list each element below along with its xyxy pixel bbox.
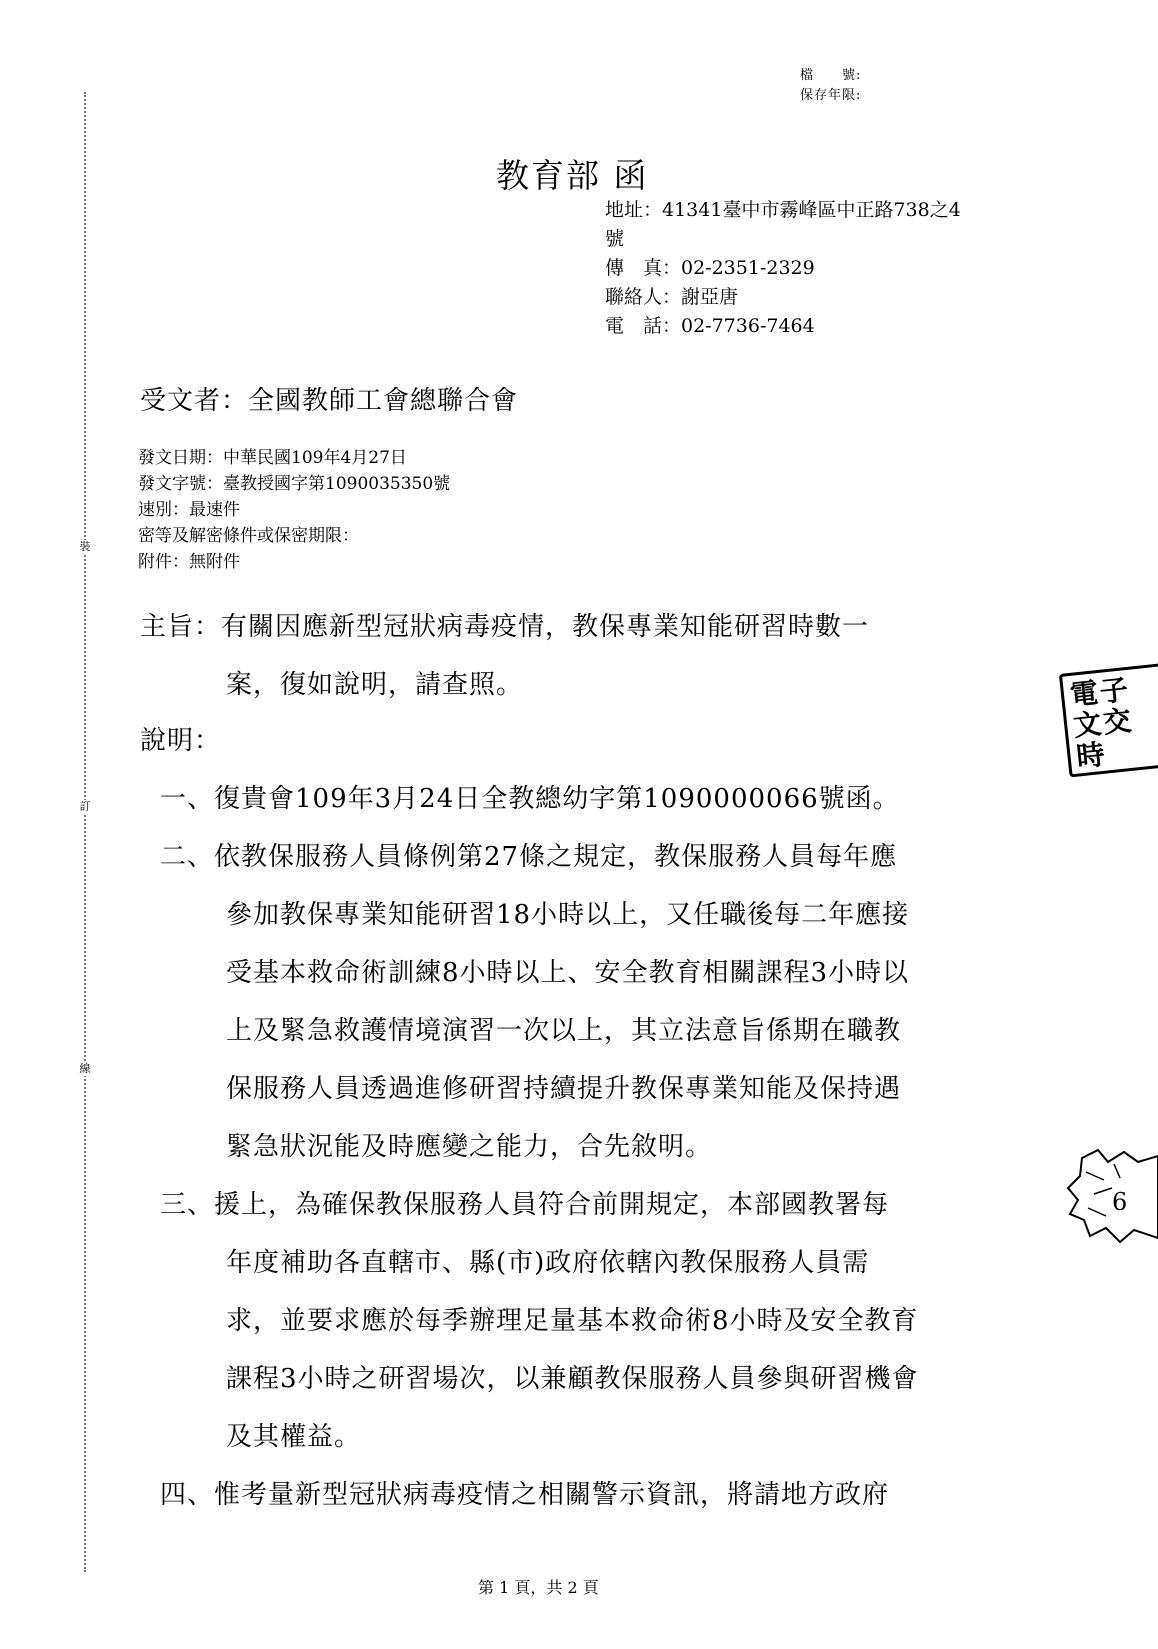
seal-row-1: 電子 xyxy=(1068,672,1132,712)
item-2-line-2: 參加教保專業知能研習18小時以上，又任職後每二年應接 xyxy=(226,900,910,930)
subject-line-1: 主旨：有關因應新型冠狀病毒疫情，教保專業知能研習時數一 xyxy=(140,612,870,642)
subject-line-2: 案，復如說明，請查照。 xyxy=(226,670,524,700)
item-3-line-1: 三、援上，為確保教保服務人員符合前開規定，本部國教署每 xyxy=(160,1190,890,1220)
binding-mark-line: 線 xyxy=(77,1062,93,1076)
seal-row-2: 文交 xyxy=(1071,703,1135,743)
electronic-exchange-seal xyxy=(1059,663,1158,778)
item-3-line-3: 求，並要求應於每季辦理足量基本救命術8小時及安全教育 xyxy=(226,1306,919,1336)
explanation-label: 說明： xyxy=(140,726,222,756)
phone-line: 電 話：02-7736-7464 xyxy=(605,315,815,337)
seal-row-3: 時 xyxy=(1074,737,1109,774)
page-marker-number: 6 xyxy=(1112,1188,1128,1216)
address-line-2: 號 xyxy=(605,228,625,250)
item-4-line-1: 四、惟考量新型冠狀病毒疫情之相關警示資訊，將請地方政府 xyxy=(160,1480,890,1510)
item-1: 一、復貴會109年3月24日全教總幼字第1090000066號函。 xyxy=(160,784,900,814)
retention-label: 保存年限: xyxy=(800,88,862,103)
item-2-line-3: 受基本救命術訓練8小時以上、安全教育相關課程3小時以 xyxy=(226,958,910,988)
page-marker-graphic xyxy=(1064,1144,1158,1244)
file-number-label: 檔 號: xyxy=(800,68,862,83)
page-number: 第 1 頁，共 2 頁 xyxy=(478,1578,599,1597)
item-2-line-5: 保服務人員透過進修研習持續提升教保專業知能及保持遇 xyxy=(226,1074,902,1104)
item-2-line-4: 上及緊急救護情境演習一次以上，其立法意旨係期在職教 xyxy=(226,1016,902,1046)
item-3-line-2: 年度補助各直轄市、縣(市)政府依轄內教保服務人員需 xyxy=(226,1248,870,1278)
fax-line: 傳 真：02-2351-2329 xyxy=(605,257,815,279)
speed-level: 速別：最速件 xyxy=(138,500,240,520)
item-3-line-4: 課程3小時之研習場次，以兼顧教保服務人員參與研習機會 xyxy=(226,1364,919,1394)
binding-dotted-line xyxy=(84,92,86,1572)
document-number: 發文字號：臺教授國字第1090035350號 xyxy=(138,474,451,494)
address-line-1: 地址：41341臺中市霧峰區中正路738之4 xyxy=(605,199,961,221)
binding-mark-bind: 裝 xyxy=(77,540,93,554)
contact-person-line: 聯絡人：謝亞唐 xyxy=(605,286,739,308)
secrecy-level: 密等及解密條件或保密期限： xyxy=(138,526,359,546)
attachment: 附件：無附件 xyxy=(138,552,240,572)
binding-mark-staple: 訂 xyxy=(77,800,93,814)
item-2-line-6: 緊急狀況能及時應變之能力，合先敘明。 xyxy=(226,1132,713,1162)
issue-date: 發文日期：中華民國109年4月27日 xyxy=(138,448,407,468)
item-3-line-5: 及其權益。 xyxy=(226,1422,362,1452)
item-2-line-1: 二、依教保服務人員條例第27條之規定，教保服務人員每年應 xyxy=(160,842,898,872)
recipient: 受文者：全國教師工會總聯合會 xyxy=(140,386,519,416)
document-title: 教育部 函 xyxy=(496,156,649,195)
